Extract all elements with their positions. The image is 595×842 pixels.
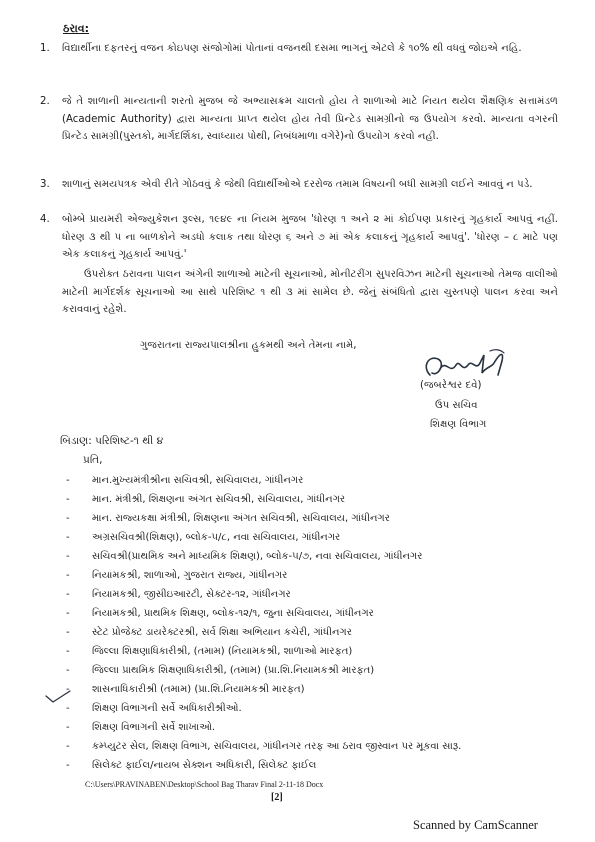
copy-to-item: - સ્ટેટ પ્રોજેક્ટ ડાયરેક્ટરશ્રી, સર્વ શિક્ષા અભિયાન કચેરી, ગાંધીનગર — [66, 623, 566, 642]
copy-to-label: પ્રતિ, — [83, 454, 103, 466]
copy-to-item: - સિલેક્ટ ફાઈલ/નાયબ સેક્શન અધિકારી, સિલેક્ટ ફાઈલ — [66, 756, 566, 775]
copy-to-item: - માન. રાજ્યકક્ષા મંત્રીશ્રી, શિક્ષણના અંગત સચિવશ્રી, સચિવાલય, ગાંધીનગર — [66, 509, 566, 528]
copy-to-item: - શિક્ષણ વિભાગની સર્વે શાખાઓ. — [66, 718, 566, 737]
resolution-item-2 — [40, 93, 558, 146]
copy-to-item: - નિયામકશ્રી, પ્રાથમિક શિક્ષણ, બ્લોક-૧૨/૧, જુના સચિવાલય, ગાંધીનગર — [66, 604, 566, 623]
file-path-footer: C:\Users\PRAVINABEN\Desktop\School Bag Tharav Final 2-11-18 Docx — [85, 780, 324, 789]
copy-to-list — [66, 471, 566, 775]
signatory-designation: ઉપ સચિવ — [435, 400, 478, 411]
list-dash: - — [66, 551, 70, 562]
resolution-text: શાળાનું સમયપત્રક એવી રીતે ગોઠવવું કે જેથી વિદ્યાર્થીઓએ દરરોજ તમામ વિષયની બધી સામગ્રી લઈને આવવું ન પડે. — [62, 179, 533, 190]
resolution-number: 3. — [40, 179, 50, 190]
copy-to-item: - અગ્રસચિવશ્રી(શિક્ષણ), બ્લોક-૫/૮, નવા સચિવાલય, ગાંધીનગર — [66, 528, 566, 547]
enclosure-line: બિડાણ: પરિશિષ્ટ-૧ થી ૪ — [60, 435, 164, 447]
copy-to-item: - જિલ્લા શિક્ષણાધિકારીશ્રી, (તમામ) (નિયામકશ્રી, શાળાઓ મારફત) — [66, 642, 566, 661]
resolution-number: 4. — [40, 214, 50, 225]
resolution-text: વિદ્યાર્થીના દફતરનું વજન કોઇપણ સંજોગોમાં પોતાનાં વજનથી દસમા ભાગનું એટલે કે ૧૦% થી વધવું જોઇએ નહિ. — [62, 43, 522, 54]
copy-to-item: - માન.મુખ્યમંત્રીશ્રીના સચિવશ્રી, સચિવાલય, ગાંધીનગર — [66, 471, 566, 490]
resolution-number: 1. — [40, 43, 50, 54]
resolution-item-4 — [40, 211, 558, 264]
page-number: [2] — [271, 792, 283, 803]
resolution-heading: ઠરાવ: — [63, 22, 90, 35]
copy-to-item: - નિયામકશ્રી, જીસીઇઆરટી, સેક્ટર-૧૨, ગાંધીનગર — [66, 585, 566, 604]
closing-paragraph: ઉપરોક્ત ઠરાવના પાલન અંગેની શાળાઓ માટેની સૂચનાઓ, મોનીટરીંગ સુપરવિઝન માટેની સૂચનાઓ તેમજ વાલીઓ માટેની માર્ગદર્શક સૂચનાઓ આ સાથે પરિશિષ્ટ ૧ થી ૩ માં સામેલ છે. જેનું સંબંધિતો દ્વારા ચુસ્તપણે પાલન કરવા અને કરાવવાનું રહેશે. — [62, 269, 558, 315]
list-dash: - — [66, 665, 70, 676]
list-dash: - — [66, 570, 70, 581]
list-dash: - — [66, 589, 70, 600]
list-dash: - — [66, 760, 70, 771]
signatory-department: શિક્ષણ વિભાગ — [430, 419, 487, 430]
list-dash: - — [66, 627, 70, 638]
list-dash: - — [66, 722, 70, 733]
list-dash: - — [66, 513, 70, 524]
governor-order-line: ગુજરાતના રાજ્યપાલશ્રીના હુકમથી અને તેમના નામે, — [140, 340, 357, 351]
list-dash: - — [66, 646, 70, 657]
list-dash: - — [66, 475, 70, 486]
list-dash: - — [66, 684, 70, 695]
resolution-number: 2. — [40, 96, 50, 107]
resolution-item-3 — [40, 176, 558, 194]
resolution-text: બોમ્બે પ્રાયમરી એજ્યુકેશન રૂલ્સ, ૧૯૪૯ ના નિયમ મુજબ 'ધોરણ ૧ અને ૨ માં કોઈપણ પ્રકારનું ગૃહકાર્ય આપવું નહીં. ધોરણ ૩ થી ૫ ના બાળકોને અડધો કલાક તથા ધોરણ ૬ અને ૭ માં એક કલાકનું ગૃહકાર્ય આપવું'. 'ધોરણ – ૮ માટે પણ એક કલાકનું ગૃહકાર્ય આપવું.' — [62, 214, 558, 260]
list-dash: - — [66, 741, 70, 752]
copy-to-item: - શિક્ષણ વિભાગની સર્વે અધિકારીશ્રીઓ. — [66, 699, 566, 718]
resolution-item-1 — [40, 40, 558, 58]
signatory-name: (જબરેશ્વર દવે) — [420, 380, 482, 391]
copy-to-item: - નિયામકશ્રી, શાળાઓ, ગુજરાત રાજ્ય, ગાંધીનગર — [66, 566, 566, 585]
resolution-text: જે તે શાળાની માન્યતાની શરતો મુજબ જે અભ્યાસક્રમ ચાલતો હોય તે શાળાઓ માટે નિયત થયેલ શૈક્ષણિક સત્તામંડળ (Academic Authority) દ્વારા માન્યતા પ્રાપ્ત થયેલ હોય તેવી પ્રિન્ટેડ સામગ્રીનો જ ઉપયોગ કરવો. માન્યતા વગરની પ્રિન્ટેડ સામગ્રી(પુસ્તકો, માર્ગદર્શિકા, સ્વાધ્યાય પોથી, નિબંધમાળા વગેરે)નો ઉપયોગ કરવો નહી. — [62, 96, 558, 142]
handwritten-tick-mark — [44, 688, 72, 706]
copy-to-item: - કમ્પ્યુટર સેલ, શિક્ષણ વિભાગ, સચિવાલય, ગાંધીનગર તરફ આ ઠરાવ જીસ્વાન પર મૂકવા સારૂ. — [66, 737, 566, 756]
list-dash: - — [66, 494, 70, 505]
copy-to-item: - જિલ્લા પ્રાથમિક શિક્ષણાધિકારીશ્રી, (તમામ) (પ્રા.શિ.નિયામકશ્રી મારફત) — [66, 661, 566, 680]
scanner-watermark: Scanned by CamScanner — [413, 818, 538, 832]
list-dash: - — [66, 532, 70, 543]
copy-to-item: - શાસનાધિકારીશ્રી (તમામ) (પ્રા.શિ.નિયામકશ્રી મારફત) — [66, 680, 566, 699]
list-dash: - — [66, 703, 70, 714]
copy-to-item: - સચિવશ્રી(પ્રાથમિક અને માધ્યમિક શિક્ષણ), બ્લોક-૫/૭, નવા સચિવાલય, ગાંધીનગર — [66, 547, 566, 566]
copy-to-item: - માન. મંત્રીશ્રી, શિક્ષણના અંગત સચિવશ્રી, સચિવાલય, ગાંધીનગર — [66, 490, 566, 509]
list-dash: - — [66, 608, 70, 619]
